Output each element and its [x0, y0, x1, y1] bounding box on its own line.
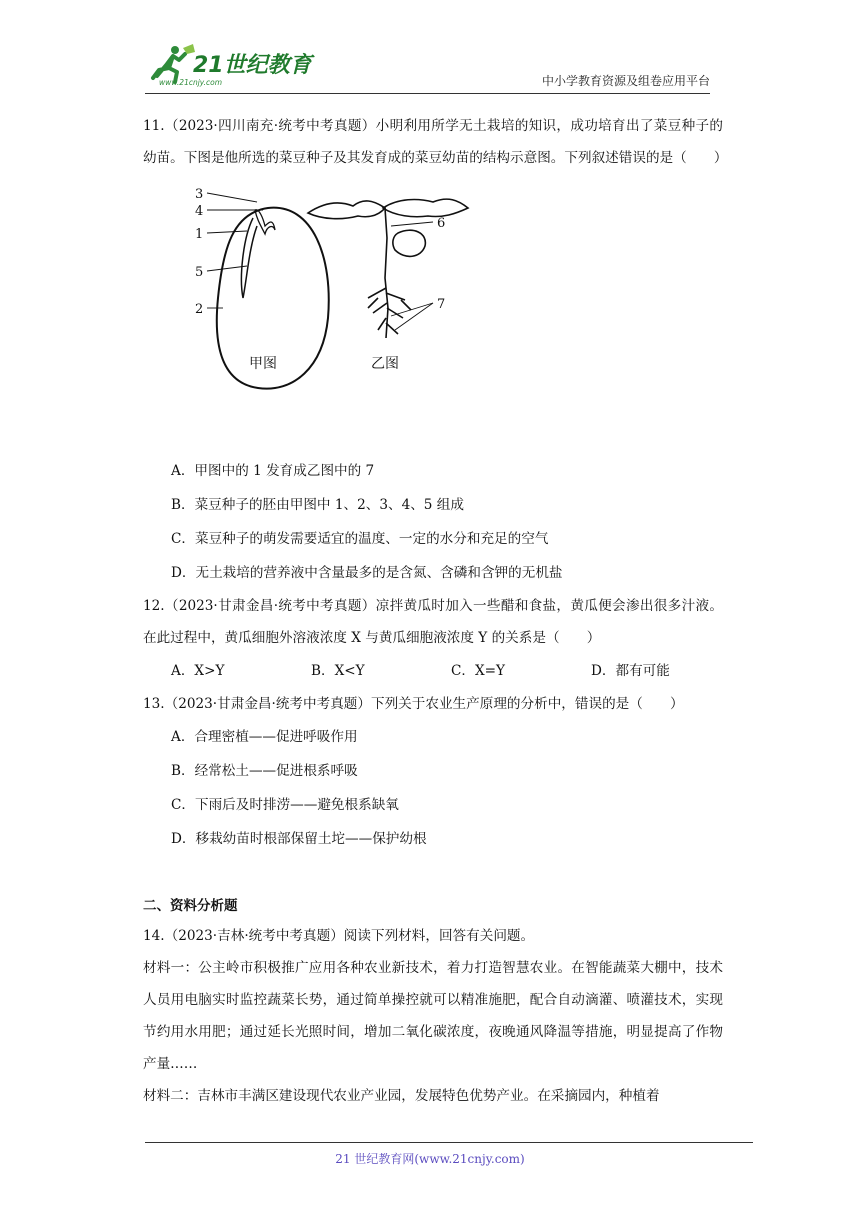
question-11-stem: 11.（2023·四川南充·统考中考真题）小明利用所学无土栽培的知识，成功培育出了菜豆种子的幼苗。下图是他所选的菜豆种子及其发育成的菜豆幼苗的结构示意图。下列叙述错误的是（ ）	[143, 118, 728, 166]
platform-name: 中小学教育资源及组卷应用平台	[541, 74, 710, 88]
seed-label-2: 2	[195, 302, 204, 317]
q12-option-b[interactable]: B．X<Y	[311, 663, 365, 679]
section-title: 二、资料分析题	[143, 898, 238, 914]
seedling-label-7: 7	[437, 297, 446, 312]
seedling-pointer-lines	[391, 222, 433, 330]
q11-option-d[interactable]: D．无土栽培的营养液中含量最多的是含氮、含磷和含钾的无机盐	[171, 565, 563, 581]
question-12-stem: 12.（2023·甘肃金昌·统考中考真题）凉拌黄瓜时加入一些醋和食盐，黄瓜便会渗出很多汁液。在此过程中，黄瓜细胞外溶液浓度 X 与黄瓜细胞液浓度 Y 的关系是（ ）	[143, 598, 723, 646]
page-content	[143, 110, 728, 1112]
q11-option-c[interactable]: C．菜豆种子的萌发需要适宜的温度、一定的水分和充足的空气	[171, 531, 549, 547]
q13-option-d[interactable]: D．移栽幼苗时根部保留土坨——保护幼根	[171, 831, 427, 847]
runner-icon	[153, 44, 195, 82]
q13-option-c[interactable]: C．下雨后及时排涝——避免根系缺氧	[171, 797, 399, 813]
seedling-label-6: 6	[437, 216, 446, 231]
seed-label-4: 4	[195, 204, 204, 219]
seed-label-3: 3	[195, 187, 204, 202]
seed-diagram	[173, 178, 723, 448]
site-logo	[145, 42, 315, 88]
figure-caption-right: 乙图	[371, 356, 399, 372]
q12-option-a[interactable]: A．X>Y	[171, 663, 225, 679]
logo-url: www.21cnjy.com	[159, 78, 223, 87]
q11-option-b[interactable]: B．菜豆种子的胚由甲图中 1、2、3、4、5 组成	[171, 497, 464, 513]
q11-option-a[interactable]: A．甲图中的 1 发育成乙图中的 7	[171, 463, 375, 479]
page-footer[interactable]: 21 世纪教育网(www.21cnjy.com)	[335, 1152, 525, 1166]
q12-option-c[interactable]: C．X=Y	[451, 663, 506, 679]
footer-divider	[145, 1142, 753, 1143]
logo-text: 21世纪教育	[193, 53, 312, 78]
header-divider	[145, 93, 710, 94]
question-13-stem: 13.（2023·甘肃金昌·统考中考真题）下列关于农业生产原理的分析中，错误的是（ ）	[143, 696, 684, 712]
figure-caption-left: 甲图	[249, 356, 277, 372]
question-14-stem: 14.（2023·吉林·统考中考真题）阅读下列材料，回答有关问题。	[143, 928, 535, 944]
q12-options	[143, 654, 723, 688]
seed-label-5: 5	[195, 265, 204, 280]
seed-label-1: 1	[195, 227, 204, 242]
q13-option-a[interactable]: A．合理密植——促进呼吸作用	[171, 729, 358, 745]
bean-seed-figure	[173, 178, 503, 448]
q12-option-d[interactable]: D．都有可能	[591, 663, 670, 679]
q14-material-2: 材料二：吉林市丰满区建设现代农业产业园，发展特色优势产业。在采摘园内，种植着	[143, 1088, 660, 1104]
seed-pointer-lines	[207, 193, 263, 308]
q14-material-1: 材料一：公主岭市积极推广应用各种农业新技术，着力打造智慧农业。在智能蔬菜大棚中，技术人员用电脑实时监控蔬菜长势，通过简单操控就可以精准施肥，配合自动滴灌、喷灌技术，实现节约用水用肥；通过延长光照时间，增加二氧化碳浓度，夜晚通风降温等措施，明显提高了作物产量……	[143, 960, 723, 1072]
page-header	[145, 38, 710, 90]
q13-option-b[interactable]: B．经常松土——促进根系呼吸	[171, 763, 358, 779]
